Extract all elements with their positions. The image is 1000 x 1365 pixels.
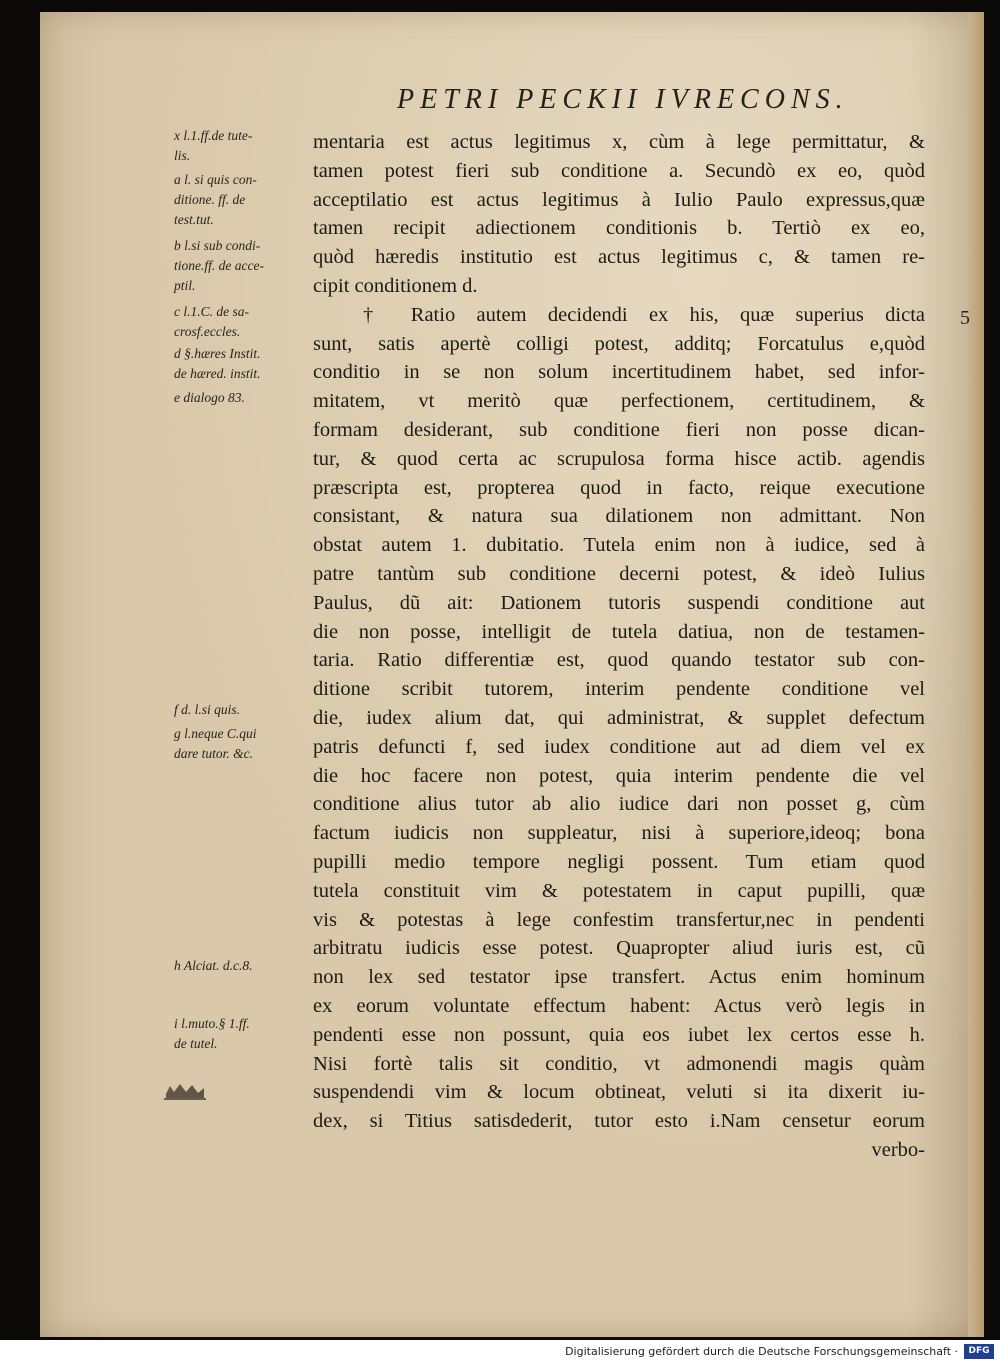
text-line: acceptilatio est actus legitimus à Iulio Paulo expressus,quæ (313, 188, 925, 211)
text-line: factum iudicis non suppleatur, nisi à superiore,ideoq; bona (313, 822, 925, 845)
sidenote-h: h Alciat. d.c.8. (174, 958, 253, 973)
text-line: non lex sed testator ipse transfert. Actus enim hominum (313, 966, 925, 989)
text-line: tamen potest fieri sub conditione a. Secundò ex eo, quòd (313, 159, 925, 182)
text-line: Paulus, dũ ait: Dationem tutoris suspendi conditione aut (313, 591, 925, 614)
text-line: taria. Ratio differentiæ est, quod quando testator sub con- (313, 649, 925, 672)
footer-credit: Digitalisierung gefördert durch die Deutsche Forschungsgemeinschaft · (565, 1345, 958, 1358)
text-line: die, iudex alium dat, qui administrat, & supplet defectum (313, 706, 925, 729)
text-line: conditio in se non solum incertitudinem habet, sed infor- (313, 361, 925, 384)
running-head: PETRI PECKII IVRECONS. (397, 84, 849, 115)
text-line: formam desiderant, sub conditione fieri non posse dican- (313, 418, 925, 441)
catchword: verbo- (871, 1138, 925, 1161)
text-line: obstat autem 1. dubitatio. Tutela enim non à iudice, sed à (313, 534, 925, 557)
text-line: pupilli medio tempore negligi possent. Tum etiam quod (313, 850, 925, 873)
page-edge (968, 12, 984, 1337)
text-line: patris defuncti f, sed iudex conditione aut ad diem vel ex (313, 735, 925, 758)
margin-section-number: 5 (960, 307, 970, 329)
sidenote-f: f d. l.si quis. (174, 702, 241, 717)
text-line: tutela constituit vim & potestatem in caput pupilli, quæ (313, 879, 925, 902)
text-line: † Ratio autem decidendi ex his, quæ superius dicta (363, 303, 925, 326)
text-line: mitatem, vt meritò quæ perfectionem, certitudinem, & (313, 390, 925, 413)
text-line: ditione scribit tutorem, interim pendente conditione vel (313, 678, 925, 701)
text-line: sunt, satis apertè colligi potest, additq; Forcatulus e,quòd (313, 332, 925, 355)
sidenote-i: i l.muto.§ 1.ff. de tutel. (174, 1016, 250, 1051)
text-line: cipit conditionem d. (313, 274, 478, 297)
text-line: tamen recipit adiectionem conditionis b. Tertiò ex eo, (313, 217, 925, 240)
text-line: arbitratu iudicis esse potest. Quapropter aliud iuris est, cũ (313, 937, 925, 960)
text-line: quòd hæredis institutio est actus legitimus c, & tamen re- (313, 246, 925, 269)
text-line: ex eorum voluntate effectum habent: Actus verò legis in (313, 994, 925, 1017)
dfg-logo-icon: DFG (964, 1344, 994, 1359)
text-line: tur, & quod certa ac scrupulosa forma hisce actib. agendis (313, 447, 925, 470)
text-line: die non posse, intelligit de tutela datiua, non de testamen- (313, 620, 925, 643)
sidenote-a: a l. si quis con- ditione. ff. de test.tut. (174, 172, 257, 227)
sidenote-e: e dialogo 83. (174, 390, 245, 405)
text-line: pendenti esse non possunt, quia eos iubet lex certos esse h. (313, 1023, 925, 1046)
sidenote-x: x l.1.ff.de tute- lis. (174, 128, 253, 163)
sidenote-g: g l.neque C.qui dare tutor. &c. (174, 726, 257, 761)
text-line: conditione alius tutor ab alio iudice dari non posset g, cùm (313, 793, 925, 816)
text-line: patre tantùm sub conditione decerni potest, & ideò Iulius (313, 562, 925, 585)
text-line: mentaria est actus legitimus x, cùm à lege permittatur, & (313, 131, 925, 153)
sidenote-b: b l.si sub condi- tione.ff. de acce- ptil. (174, 238, 264, 293)
sidenote-c: c l.1.C. de sa- crosf.eccles. (174, 304, 249, 339)
text-line: vis & potestas à lege confestim transfertur,nec in pendenti (313, 908, 925, 931)
text-line: consistant, & natura sua dilationem non admittant. Non (313, 505, 925, 528)
library-stamp-icon (162, 1072, 208, 1102)
text-line: die hoc facere non potest, quia interim pendente die vel (313, 764, 925, 787)
text-line: Nisi fortè talis sit conditio, vt admonendi magis quàm (313, 1052, 925, 1075)
text-line: præscripta est, propterea quod in facto, reique executione (313, 476, 925, 499)
sidenote-d: d §.hæres Instit. de hæred. instit. (174, 346, 261, 381)
text-line: dex, si Titius satisdederit, tutor esto i.Nam censetur eorum (313, 1110, 925, 1133)
text-line: suspendendi vim & locum obtineat, veluti si ita dixerit iu- (313, 1081, 925, 1104)
digitization-footer (0, 1340, 1000, 1365)
main-text-block (313, 128, 925, 1165)
